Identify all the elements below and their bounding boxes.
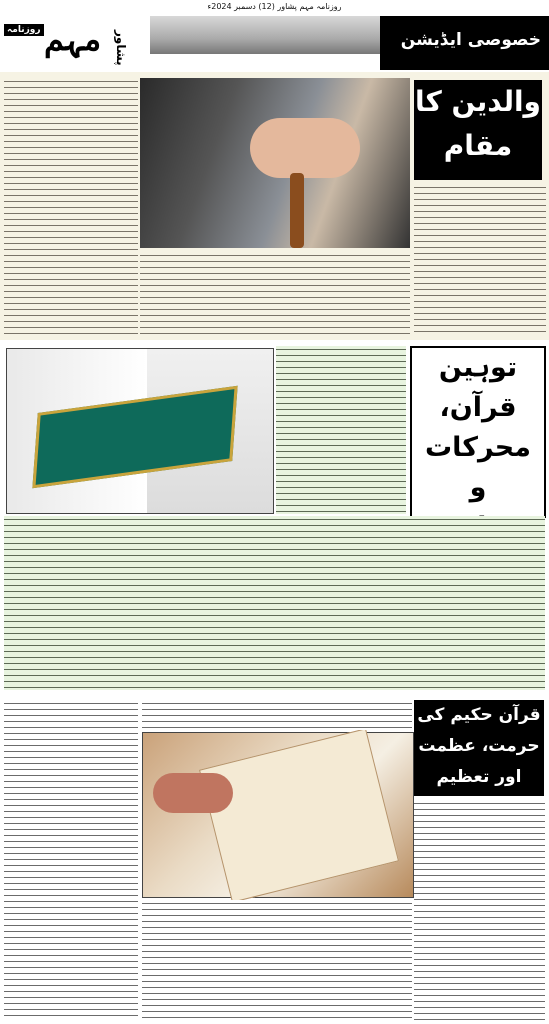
section-3-title-line1: قرآن حکیم کی [417,705,541,725]
section-1-title [414,80,542,180]
paper-prefix: روزنامہ [4,24,44,36]
dateline: روزنامہ مہم پشاور (12) دسمبر 2024ء [207,2,342,11]
section-3-title-line2: حرمت، عظمت [418,736,540,756]
masthead-logo [4,18,144,68]
edition-label: خصوصی ایڈیشن [400,30,541,50]
section-2-title [410,346,546,518]
article-columns-bottom [4,516,545,690]
article-columns-top [276,346,406,514]
article-columns-right-3 [414,800,545,1020]
section-2-title-line3: محرکات و [425,432,531,503]
article-columns-left-3 [4,700,138,1020]
section-2-title-line1: توہین [438,352,518,383]
section-1-title-line1: والدین کا [415,85,541,118]
elderly-hands-photo [140,78,410,248]
edition-banner [380,16,549,70]
section-3-title [414,700,544,796]
cane-shape [290,173,304,248]
article-columns-right [414,184,546,334]
paper-name: مہم [44,20,102,58]
paper-city: پشاور [114,30,128,66]
article-columns-left [4,78,138,334]
article-columns-middle-3 [142,900,412,1020]
section-1-title-line2: مقام [443,129,513,162]
article-columns-middle-top-3 [142,700,412,730]
hands-shape [250,118,360,178]
man-reading-quran-photo [6,348,274,514]
quran-page-shape [199,728,399,903]
article-columns-middle [140,252,410,334]
open-quran-photo [142,732,414,898]
hand-shape [153,773,233,813]
section-3-title-line3: اور تعظیم [436,767,522,787]
section-2-title-line2: قرآن، [439,392,517,423]
header-photo [150,16,380,54]
